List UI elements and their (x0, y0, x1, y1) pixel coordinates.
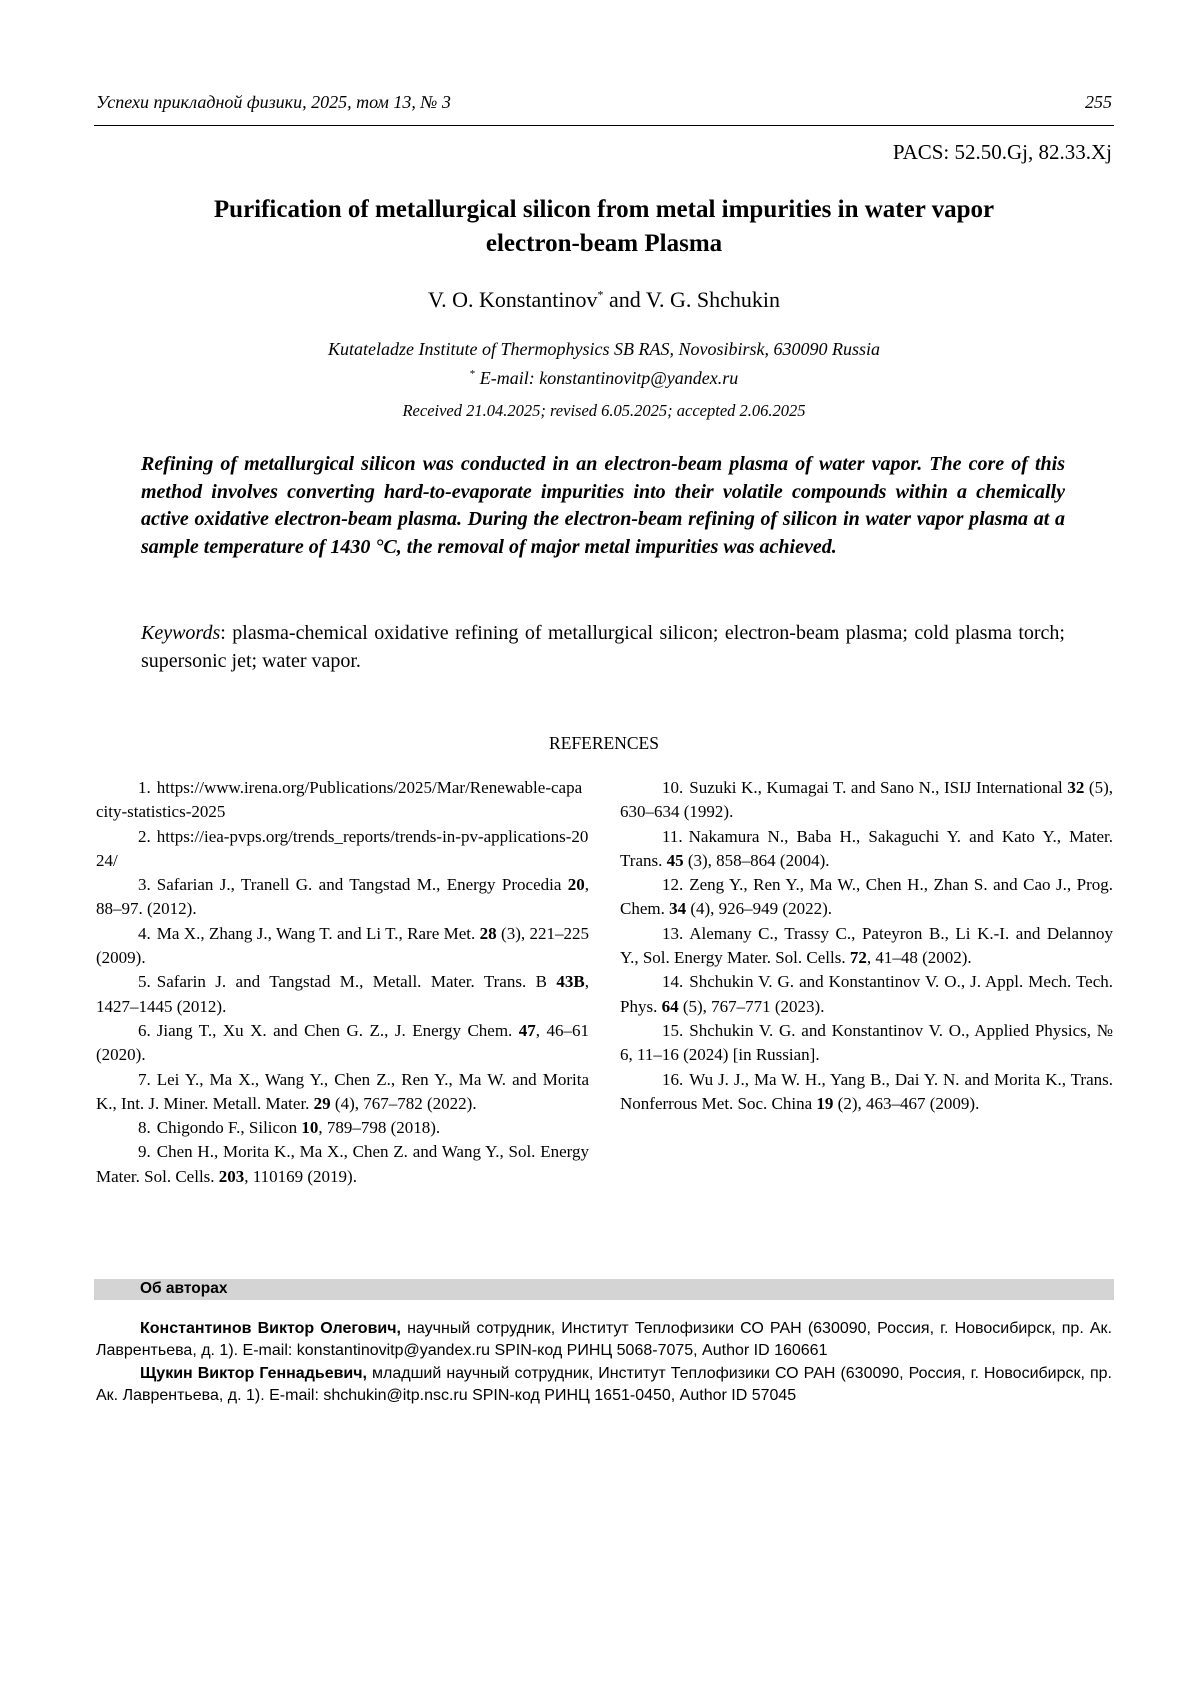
reference-item (96, 776, 589, 825)
author-rest: and V. G. Shchukin (603, 287, 780, 312)
reference-number: 10. (662, 778, 684, 797)
keywords (141, 620, 1065, 675)
reference-details: (3), 221–225 (2009). (96, 923, 589, 968)
reference-item (96, 1019, 589, 1068)
reference-text: https://iea-pvps.org/trends_reports/trends-in-pv-applications-2024/ (96, 826, 589, 870)
reference-volume: 34 (669, 899, 687, 919)
pacs-codes: PACS: 52.50.Gj, 82.33.Xj (892, 140, 1112, 164)
reference-text: Chen H., Morita K., Ma X., Chen Z. and Wang Y., Sol. Energy Mater. Sol. Cells. (96, 1142, 589, 1186)
reference-item (96, 873, 589, 922)
reference-item (620, 922, 1113, 971)
keywords-label: Keywords (141, 622, 221, 644)
reference-text: Shchukin V. G. and Konstantinov V. O., J. Appl. Mech. Tech. Phys. (620, 972, 1113, 1016)
reference-item (620, 1068, 1113, 1117)
reference-number: 8. (138, 1118, 151, 1138)
reference-volume: 72 (849, 948, 867, 968)
author-bio (96, 1363, 1112, 1406)
running-header (96, 92, 1112, 113)
reference-number: 14. (662, 972, 684, 992)
reference-volume: 29 (313, 1093, 331, 1113)
reference-text: Safarian J., Tranell G. and Tangstad M., Energy Procedia (156, 875, 568, 895)
reference-details: , 1427–1445 (2012). (96, 972, 589, 1016)
reference-item (620, 1019, 1113, 1068)
reference-number: 1. (138, 778, 151, 797)
references-heading: REFERENCES (549, 733, 659, 753)
bio-text: научный сотрудник, Институт Теплофизики СО РАН (630090, Россия, г. Новосибирск, пр. Ак. Лаврентьева, д. 1). E-mail: konstantinovitp@yandex.ru SPIN-код РИНЦ 5068-7075, Author ID 160661 (96, 1320, 1112, 1359)
author-bio (96, 1318, 1112, 1361)
corresponding-author-mark: * (597, 287, 604, 302)
reference-number: 11. (662, 826, 683, 846)
reference-volume: 32 (1067, 778, 1085, 797)
reference-number: 5. (138, 972, 151, 992)
reference-text: Ma X., Zhang J., Wang T. and Li T., Rare Met. (156, 923, 480, 943)
reference-details: , 41–48 (2002). (866, 948, 972, 968)
reference-details: , 110169 (2019). (244, 1166, 357, 1186)
reference-volume: 19 (816, 1093, 834, 1113)
reference-details: (5), 630–634 (1992). (620, 778, 1113, 822)
reference-item (96, 1116, 589, 1140)
reference-details: , 789–798 (2018). (318, 1118, 441, 1138)
affiliation-email-line (100, 362, 1108, 391)
reference-number: 3. (138, 875, 151, 895)
reference-text: Wu J. J., Ma W. H., Yang B., Dai Y. N. and Morita K., Trans. Nonferrous Met. Soc. China (620, 1069, 1113, 1113)
about-authors-bar (94, 1279, 1114, 1300)
page-number: 255 (1085, 92, 1112, 112)
reference-number: 12. (662, 875, 684, 895)
reference-number: 9. (138, 1142, 151, 1162)
reference-text: Chigondo F., Silicon (156, 1118, 302, 1138)
reference-item (96, 970, 589, 1019)
affiliation (100, 337, 1108, 391)
reference-number: 13. (662, 923, 684, 943)
reference-text: Nakamura N., Baba H., Sakaguchi Y. and Kato Y., Mater. Trans. (620, 826, 1113, 870)
reference-item (620, 873, 1113, 922)
reference-number: 15. (662, 1020, 684, 1040)
reference-text: https://www.irena.org/Publications/2025/Mar/Renewable-capacity-statistics-2025 (96, 778, 583, 822)
reference-details: (5), 767–771 (2023). (678, 996, 825, 1016)
author-bios (96, 1318, 1112, 1408)
reference-volume: 28 (479, 923, 497, 943)
about-authors-heading: Об авторах (140, 1280, 228, 1297)
bio-text: младший научный сотрудник, Институт Теплофизики СО РАН (630090, Россия, г. Новосибирск, пр. Ак. Лаврентьева, д. 1). E-mail: shchukin@itp.nsc.ru SPIN-код РИНЦ 1651-0450, Author ID 57045 (96, 1365, 1112, 1404)
keywords-text: : plasma-chemical oxidative refining of metallurgical silicon; electron-beam plasma; cold plasma torch; supersonic jet; water vapor. (141, 622, 1065, 672)
reference-number: 16. (662, 1069, 684, 1089)
abstract: Refining of metallurgical silicon was conducted in an electron-beam plasma of water vapor. The core of this method involves converting hard-to-evaporate impurities into their volatile compounds within a chemically active oxidative electron-beam plasma. During the electron-beam refining of silicon in water vapor plasma at a sample temperature of 1430 °C, the removal of major metal impurities was achieved. (141, 453, 1065, 558)
reference-volume: 20 (567, 875, 585, 895)
paper-title (100, 193, 1108, 261)
reference-text: Suzuki K., Kumagai T. and Sano N., ISIJ International (689, 778, 1068, 797)
title-line-1: Purification of metallurgical silicon from metal impurities in water vapor (213, 196, 995, 223)
bio-name: Щукин Виктор Геннадьевич, (140, 1365, 367, 1382)
reference-details: , 46–61 (2020). (96, 1020, 590, 1065)
reference-text: Safarin J. and Tangstad M., Metall. Mater. Trans. B (156, 972, 557, 992)
reference-volume: 47 (518, 1020, 536, 1040)
reference-item (620, 825, 1113, 874)
reference-details: (3), 858–864 (2004). (683, 850, 830, 870)
reference-details: (4), 767–782 (2022). (330, 1093, 477, 1113)
reference-volume: 203 (218, 1166, 245, 1186)
reference-item (96, 922, 589, 971)
reference-number: 4. (138, 923, 151, 943)
reference-details: , 88–97. (2012). (96, 875, 589, 919)
reference-number: 2. (138, 826, 151, 846)
reference-item (96, 1140, 589, 1189)
references-column-right (620, 776, 1113, 1116)
received-dates: Received 21.04.2025; revised 6.05.2025; accepted 2.06.2025 (402, 401, 806, 420)
journal-name: Успехи прикладной физики, 2025, том 13, № 3 (96, 92, 451, 112)
bio-name: Константинов Виктор Олегович, (140, 1320, 401, 1337)
reference-details: (2), 463–467 (2009). (833, 1093, 980, 1113)
reference-item (620, 970, 1113, 1019)
reference-text: Alemany C., Trassy C., Pateyron B., Li K.-I. and Delannoy Y., Sol. Energy Mater. Sol. Cells. (620, 923, 1113, 968)
reference-text: Shchukin V. G. and Konstantinov V. O., Applied Physics, № 6, 11–16 (2024) [in Russian]. (620, 1020, 1113, 1065)
affiliation-institution: Kutateladze Institute of Thermophysics SB RAS, Novosibirsk, 630090 Russia (328, 339, 880, 359)
reference-volume: 10 (301, 1118, 319, 1138)
reference-text: Jiang T., Xu X. and Chen G. Z., J. Energy Chem. (156, 1020, 519, 1040)
reference-number: 7. (138, 1069, 151, 1089)
reference-item (96, 1068, 589, 1117)
references-column-left (96, 776, 589, 1189)
reference-volume: 45 (666, 850, 684, 870)
reference-text: Lei Y., Ma X., Wang Y., Chen Z., Ren Y., Ma W. and Morita K., Int. J. Miner. Metall. Mater. (96, 1069, 589, 1113)
reference-number: 6. (138, 1020, 151, 1040)
reference-text: Zeng Y., Ren Y., Ma W., Chen H., Zhan S. and Cao J., Prog. Chem. (620, 875, 1113, 919)
author-list (100, 287, 1108, 313)
title-line-2: electron-beam Plasma (485, 230, 723, 257)
header-rule (94, 125, 1114, 126)
author-first: V. O. Konstantinov (428, 287, 598, 312)
reference-volume: 64 (661, 996, 679, 1016)
reference-volume: 43B (556, 972, 585, 992)
reference-details: (4), 926–949 (2022). (686, 899, 833, 919)
email-mark: * (469, 368, 476, 380)
reference-item (96, 825, 589, 874)
reference-item (620, 776, 1113, 825)
author-email: E-mail: konstantinovitp@yandex.ru (475, 368, 739, 388)
